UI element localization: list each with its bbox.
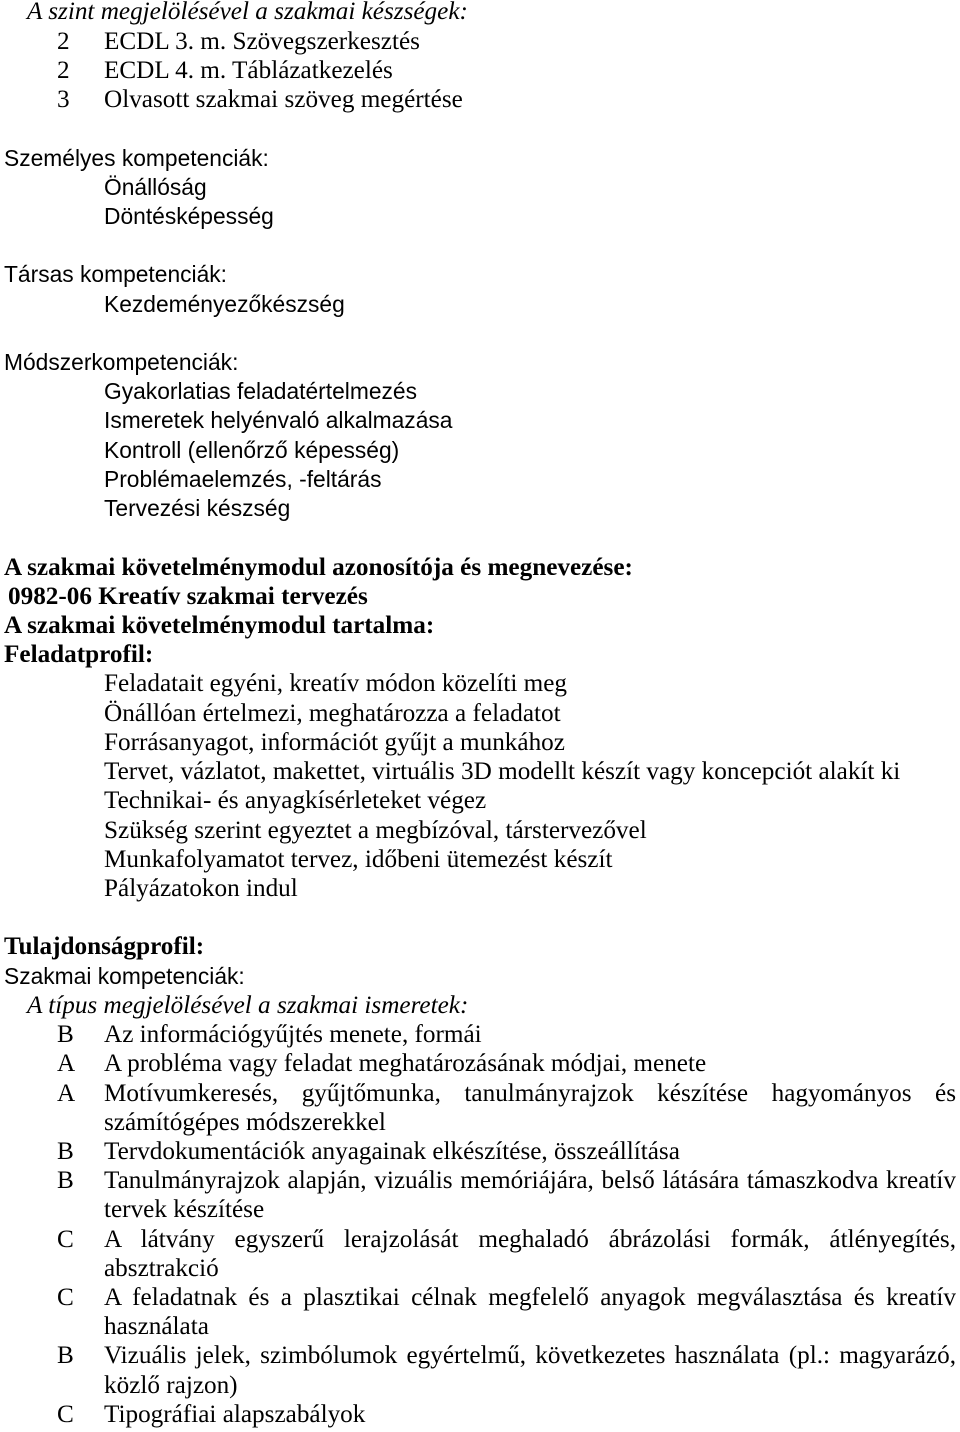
method-competency-item [0, 406, 960, 435]
knowledge-type: B [57, 1137, 74, 1165]
knowledge-text: Tipográfiai alapszabályok [104, 1400, 366, 1428]
task-profile-text: Pályázatokon indul [104, 874, 298, 902]
module-content-heading-text: A szakmai követelménymodul tartalma: [4, 612, 435, 639]
personal-competency-text: Önállóság [104, 173, 207, 200]
knowledge-item [0, 1137, 960, 1166]
module-id-heading [0, 553, 960, 582]
knowledge-item [0, 1020, 960, 1049]
social-competencies-heading-text: Társas kompetenciák: [4, 261, 227, 288]
knowledge-text: számítógépes módszerekkel [104, 1108, 386, 1136]
method-competency-text: Ismeretek helyénvaló alkalmazása [104, 407, 453, 434]
knowledge-text: A probléma vagy feladat meghatározásának módjai, menete [104, 1050, 707, 1078]
knowledge-text: közlő rajzon) [104, 1371, 238, 1399]
skill-text: ECDL 4. m. Táblázatkezelés [104, 56, 393, 84]
task-profile-item [0, 874, 960, 903]
task-profile-item [0, 728, 960, 757]
professional-competencies-heading-text: Szakmai kompetenciák: [4, 962, 245, 989]
knowledge-type: B [57, 1021, 74, 1049]
method-competency-text: Tervezési készség [104, 495, 291, 522]
knowledge-type: C [57, 1225, 74, 1253]
knowledge-text: A látvány egyszerű lerajzolását meghaladó ábrázolási formák, átlényegítés, [104, 1225, 956, 1253]
task-profile-item [0, 845, 960, 874]
module-content-heading [0, 611, 960, 640]
knowledge-text: A feladatnak és a plasztikai célnak megfelelő anyagok megválasztása és kreatív [104, 1284, 956, 1312]
method-competency-text: Gyakorlatias feladatértelmezés [104, 378, 417, 405]
module-id [0, 582, 960, 611]
skills-heading [0, 0, 960, 27]
knowledge-item-continuation [0, 1195, 960, 1224]
method-competency-text: Problémaelemzés, -feltárás [104, 465, 382, 492]
task-profile-item [0, 669, 960, 698]
task-profile-text: Munkafolyamatot tervez, időbeni ütemezést készít [104, 845, 613, 873]
task-profile-text: Technikai- és anyagkísérleteket végez [104, 787, 487, 815]
task-profile-text: Önállóan értelmezi, meghatározza a feladatot [104, 699, 561, 727]
knowledge-item [0, 1225, 960, 1254]
knowledge-type: A [57, 1050, 76, 1078]
professional-competencies-heading [0, 962, 960, 991]
knowledge-item [0, 1049, 960, 1078]
task-profile-item [0, 816, 960, 845]
task-profile-item [0, 699, 960, 728]
property-profile-heading-text: Tulajdonságprofil: [4, 933, 205, 961]
module-id-heading-text: A szakmai követelménymodul azonosítója és megnevezése: [4, 553, 633, 581]
skill-level: 2 [57, 56, 70, 84]
knowledge-item [0, 1341, 960, 1370]
knowledge-type: B [57, 1167, 74, 1195]
knowledge-text: Tervdokumentációk anyagainak elkészítése, összeállítása [104, 1137, 680, 1165]
task-profile-text: Forrásanyagot, információt gyűjt a munkához [104, 728, 565, 756]
personal-competency-item [0, 173, 960, 202]
knowledge-heading [0, 991, 960, 1020]
knowledge-text: Az információgyűjtés menete, formái [104, 1021, 482, 1049]
social-competencies-heading [0, 260, 960, 289]
knowledge-text: Tanulmányrajzok alapján, vizuális memóriájára, belső látására támaszkodva kreatív [104, 1167, 956, 1195]
skills-heading-text: A szint megjelölésével a szakmai készségek: [27, 0, 468, 26]
personal-competency-text: Döntésképesség [104, 202, 274, 229]
skill-row [0, 56, 960, 85]
task-profile-item [0, 757, 960, 786]
knowledge-item-continuation [0, 1108, 960, 1137]
knowledge-item-continuation [0, 1254, 960, 1283]
knowledge-text: használata [104, 1313, 209, 1341]
knowledge-item-continuation [0, 1371, 960, 1400]
knowledge-text: Vizuális jelek, szimbólumok egyértelmű, következetes használata (pl.: magyarázó, [104, 1342, 956, 1370]
skill-level: 3 [57, 86, 70, 114]
method-competency-text: Kontroll (ellenőrző képesség) [104, 436, 400, 463]
method-competencies-heading [0, 348, 960, 377]
personal-competencies-heading [0, 144, 960, 173]
knowledge-item [0, 1283, 960, 1312]
knowledge-type: C [57, 1284, 74, 1312]
personal-competencies-heading-text: Személyes kompetenciák: [4, 144, 269, 171]
skill-text: ECDL 3. m. Szövegszerkesztés [104, 27, 420, 55]
method-competencies-heading-text: Módszerkompetenciák: [4, 349, 239, 376]
task-profile-item [0, 786, 960, 815]
knowledge-text: absztrakció [104, 1254, 219, 1282]
knowledge-item [0, 1166, 960, 1195]
task-profile-text: Tervet, vázlatot, makettet, virtuális 3D modellt készít vagy koncepciót alakít ki [104, 758, 901, 786]
skill-level: 2 [57, 27, 70, 55]
knowledge-item [0, 1079, 960, 1108]
method-competency-item [0, 377, 960, 406]
social-competency-text: Kezdeményezőkészség [104, 290, 345, 317]
method-competency-item [0, 436, 960, 465]
skill-row [0, 27, 960, 56]
knowledge-type: B [57, 1342, 74, 1370]
knowledge-item [0, 1400, 960, 1429]
social-competency-item [0, 290, 960, 319]
method-competency-item [0, 494, 960, 523]
module-id-text: 0982-06 Kreatív szakmai tervezés [8, 582, 368, 610]
personal-competency-item [0, 202, 960, 231]
knowledge-type: A [57, 1079, 76, 1107]
skill-text: Olvasott szakmai szöveg megértése [104, 86, 463, 114]
task-profile-heading-text: Feladatprofil: [4, 641, 154, 669]
property-profile-heading [0, 932, 960, 961]
knowledge-text: tervek készítése [104, 1196, 265, 1224]
task-profile-heading [0, 640, 960, 669]
method-competency-item [0, 465, 960, 494]
knowledge-heading-text: A típus megjelölésével a szakmai ismeretek: [27, 991, 469, 1019]
skill-row [0, 85, 960, 114]
knowledge-text: Motívumkeresés, gyűjtőmunka, tanulmányrajzok készítése hagyományos és [104, 1079, 956, 1107]
task-profile-text: Szükség szerint egyeztet a megbízóval, társtervezővel [104, 816, 647, 844]
knowledge-type: C [57, 1400, 74, 1428]
knowledge-item-continuation [0, 1312, 960, 1341]
task-profile-text: Feladatait egyéni, kreatív módon közelíti meg [104, 670, 568, 698]
